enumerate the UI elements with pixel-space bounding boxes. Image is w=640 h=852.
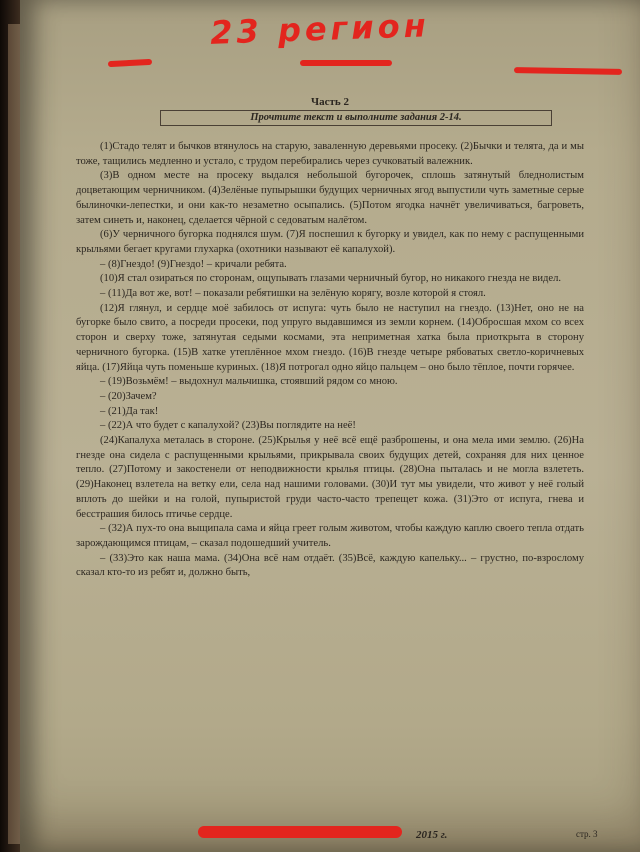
part-title: Часть 2: [311, 96, 349, 108]
paragraph: – (32)А пух-то она выщипала сама и яйца греет голым животом, чтобы каждую каплю своего тепла отдать зарождающимся птицам, – сказал подошедший учитель.: [76, 523, 584, 549]
paragraph: – (22)А что будет с капалухой? (23)Вы поглядите на неё!: [100, 420, 356, 432]
paragraph: (1)Стадо телят и бычков втянулось на старую, заваленную деревьями просеку. (2)Бычки и телята, да и мы тоже, тащились медленно и устало, с трудом перебирались через сучковатый валежник.: [76, 141, 584, 167]
reading-text: [76, 140, 584, 581]
red-marker-line-right: [514, 67, 622, 75]
paragraph: (24)Капалуха металась в стороне. (25)Крылья у неё всё ещё разброшены, и она мела ими землю. (26)На гнезде она сидела с распущенными крыльями, прикрывала своих будущих детей, сохраняя для них ценное тепло. (27)Потому и закостенели от неподвижности крылья птицы. (28)Она пыталась и не могла взлететь. (29)Наконец взлетела на ветку ели, села над нашими головами. (30)И тут мы увидели, что живот у неё голый вплоть до шейки и на голой, пупыристой груди часто-часто трепещет кожа. (31)Это от испуга, гнева и бесстрашия билось птичье сердце.: [76, 435, 584, 520]
instruction-box: Прочтите текст и выполните задания 2-14.: [160, 110, 552, 126]
paragraph: – (20)Зачем?: [100, 390, 157, 402]
handwritten-note: 23 регион: [209, 6, 431, 52]
red-marker-footer-redaction: [198, 826, 402, 838]
exam-page: [20, 0, 640, 852]
paragraph: – (19)Возьмём! – выдохнул мальчишка, стоявший рядом со мною.: [100, 376, 398, 388]
red-marker-line-left: [108, 59, 152, 67]
paragraph: (12)Я глянул, и сердце моё забилось от испуга: чуть было не наступил на гнездо. (13)Нет, оно не на бугорке было свито, а посреди просеки, под упруго выдавшимся из земли корнем. (14)Обросшая мхом со всех сторон и сверху тоже, затянутая седыми космами, эта неприметная хатка была приоткрыта в сторону черничного бугорка. (15)В хатке утеплённое мхом гнездо. (16)В гнезде четыре рябоватых светло-коричневых яйца. (17)Яйца чуть поменьше куриных. (18)Я потрогал одно яйцо пальцем – оно было тёплое, почти горячее.: [76, 302, 584, 373]
paragraph: (3)В одном месте на просеку выдался небольшой бугорочек, сплошь затянутый бледнолистым доцветающим черничником. (4)Зелёные пупырышки будущих черничных ягод выпустили чуть заметные серые былиночки-лепестки, и они как-то незаметно осыпались. (5)Потом ягодка начнёт увеличиваться, багроветь, затем синеть и, наконец, сделается чёрной с седоватым налётом.: [76, 170, 584, 226]
paragraph: (10)Я стал озираться по сторонам, ощупывать глазами черничный бугор, но никакого гнезда не видел.: [100, 273, 562, 285]
paragraph: (6)У черничного бугорка поднялся шум. (7)Я поспешил к бугорку и увидел, как по нему с распущенными крыльями бегает кругами глухарка (охотники называют её капалухой).: [76, 229, 584, 255]
paragraph: – (33)Это как наша мама. (34)Она всё нам отдаёт. (35)Всё, каждую капельку... – грустно, по-взрослому сказал кто-то из ребят и, должно быть,: [76, 552, 584, 579]
page-number: стр. 3: [576, 829, 598, 839]
paragraph: – (21)Да так!: [100, 405, 159, 417]
paragraph: – (11)Да вот же, вот! – показали ребятишки на зелёную корягу, возле которой я стоял.: [100, 288, 486, 300]
paragraph: – (8)Гнездо! (9)Гнездо! – кричали ребята.: [100, 258, 287, 270]
red-marker-line-center: [300, 60, 392, 66]
footer-year: 2015 г.: [416, 829, 448, 841]
